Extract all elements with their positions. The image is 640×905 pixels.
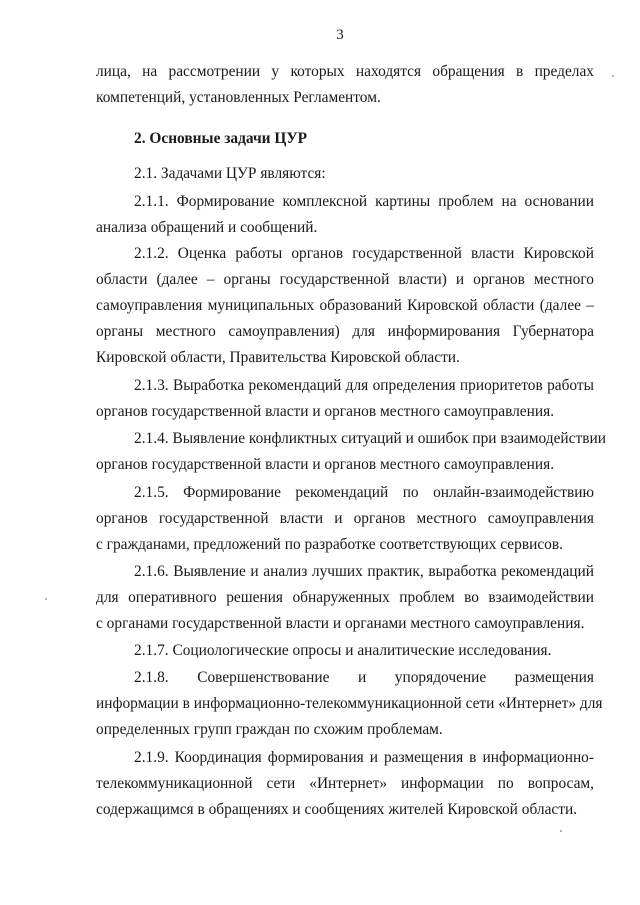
paragraph-2-1-8-line-2: информации в информационно-телекоммуникационной сети «Интернет» для xyxy=(96,695,603,712)
paragraph-2-1-1-line-1: 2.1.1. Формирование комплексной картины проблем на основании xyxy=(134,193,594,210)
paragraph-2-1-8-line-1: 2.1.8. Совершенствование и упорядочение размещения xyxy=(134,669,594,686)
paragraph-2-1-2-line-2: области (далее – органы государственной власти) и органов местного xyxy=(96,271,594,288)
paragraph-2-1-2-line-5: Кировской области, Правительства Кировской области. xyxy=(96,349,460,366)
scan-speck xyxy=(612,75,614,77)
paragraph-2-1-9-line-3: содержащимся в обращениях и сообщениях жителей Кировской области. xyxy=(96,801,578,818)
paragraph-2-1-2-line-3: самоуправления муниципальных образований Кировской области (далее – xyxy=(96,297,594,314)
paragraph-2-1-3-line-2: органов государственной власти и органов местного самоуправления. xyxy=(96,403,555,420)
intro-line-1: лица, на рассмотрении у которых находятся обращения в пределах xyxy=(96,63,594,80)
paragraph-2-1-5-line-2: органов государственной власти и органов местного самоуправления xyxy=(96,510,594,527)
paragraph-2-1-4-line-1: 2.1.4. Выявление конфликтных ситуаций и ошибок при взаимодействии xyxy=(134,430,606,447)
paragraph-2-1: 2.1. Задачами ЦУР являются: xyxy=(134,165,326,182)
paragraph-2-1-1-line-2: анализа обращений и сообщений. xyxy=(96,219,318,236)
paragraph-2-1-9-line-1: 2.1.9. Координация формирования и размещения в информационно- xyxy=(134,749,594,766)
paragraph-2-1-7: 2.1.7. Социологические опросы и аналитические исследования. xyxy=(134,642,552,659)
scan-speck xyxy=(45,598,47,600)
paragraph-2-1-6-line-3: с органами государственной власти и органами местного самоуправления. xyxy=(96,615,585,632)
page-number: 3 xyxy=(336,27,344,43)
paragraph-2-1-2-line-4: органы местного самоуправления) для информирования Губернатора xyxy=(96,323,594,340)
paragraph-2-1-4-line-2: органов государственной власти и органов местного самоуправления. xyxy=(96,456,555,473)
paragraph-2-1-2-line-1: 2.1.2. Оценка работы органов государственной власти Кировской xyxy=(134,245,594,262)
paragraph-2-1-5-line-3: с гражданами, предложений по разработке соответствующих сервисов. xyxy=(96,536,563,553)
paragraph-2-1-6-line-1: 2.1.6. Выявление и анализ лучших практик, выработка рекомендаций xyxy=(134,563,594,580)
paragraph-2-1-9-line-2: телекоммуникационной сети «Интернет» информации по вопросам, xyxy=(96,775,594,792)
paragraph-2-1-8-line-3: определенных групп граждан по схожим проблемам. xyxy=(96,721,443,738)
paragraph-2-1-6-line-2: для оперативного решения обнаруженных проблем во взаимодействии xyxy=(96,589,594,606)
scan-speck xyxy=(560,830,562,832)
section-heading: 2. Основные задачи ЦУР xyxy=(134,130,308,147)
intro-line-2: компетенций, установленных Регламентом. xyxy=(96,89,381,106)
paragraph-2-1-5-line-1: 2.1.5. Формирование рекомендаций по онлайн-взаимодействию xyxy=(134,484,594,501)
paragraph-2-1-3-line-1: 2.1.3. Выработка рекомендаций для определения приоритетов работы xyxy=(134,377,594,394)
